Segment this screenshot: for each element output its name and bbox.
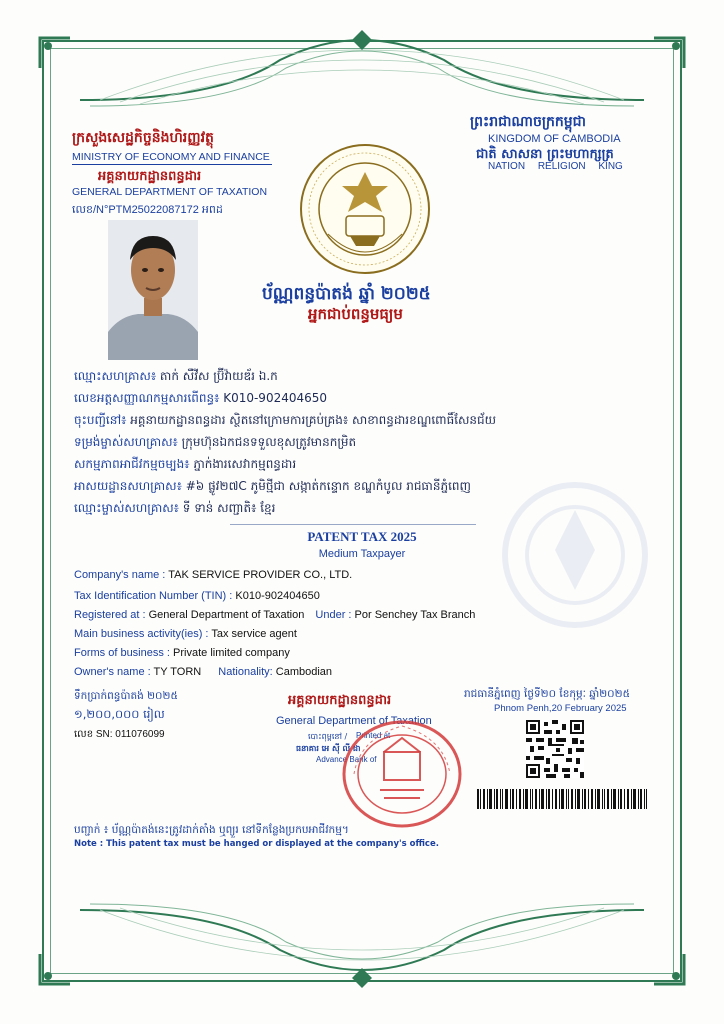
- reference-number: លេខ/N°PTM25022087172 អពដ: [72, 204, 223, 216]
- ministry-name-english: MINISTRY OF ECONOMY AND FINANCE: [72, 151, 270, 163]
- nationality-label: Nationality:: [218, 666, 273, 678]
- issuer-department-khmer: អគ្គនាយកដ្ឋានពន្ធដារ: [288, 693, 392, 708]
- taxpayer-category-khmer: អ្នកជាប់ពន្ធមធ្យម: [308, 305, 403, 323]
- detail-row-owner-kh: [74, 500, 275, 518]
- tin-label: Tax Identification Number (TIN) :: [74, 590, 233, 602]
- official-stamp-icon: [340, 718, 464, 830]
- company-value: TAK SERVICE PROVIDER CO., LTD.: [168, 569, 353, 581]
- detail-row-registered-kh: [74, 412, 496, 430]
- detail-row-address-kh: [74, 478, 471, 496]
- detail-row-registered-en: [74, 609, 475, 621]
- printed-at-khmer: បោះពុម្ពនៅ /: [308, 732, 348, 741]
- detail-label: សកម្មភាពអាជីវកម្មចម្បង៖: [74, 457, 190, 471]
- detail-row-tin-kh: [74, 390, 327, 408]
- detail-label: ឈ្មោះម្ចាស់សហគ្រាស៖: [74, 501, 179, 515]
- note-english: Note : This patent tax must be hanged or displayed at the company's office.: [74, 839, 439, 849]
- bank-name-khmer: ធនាគារ អេ ស៊ី លី ដា: [296, 744, 361, 753]
- detail-value: ក្រុមហ៊ុនឯកជនទទួលខុសត្រូវមានកម្រិត: [181, 435, 357, 449]
- owner-label: Owner's name :: [74, 666, 151, 678]
- activity-value: Tax service agent: [211, 628, 297, 640]
- detail-value: ទី ទាន់ សញ្ជាតិ៖ ខ្មែរ: [182, 501, 276, 515]
- certificate-title-khmer: ប័ណ្ណពន្ធប៉ាតង់ ឆ្នាំ ២០២៥: [262, 284, 431, 304]
- issue-date-english: Phnom Penh,20 February 2025: [494, 703, 627, 714]
- detail-label: លេខអត្តសញ្ញាណកម្មសារពើពន្ធ៖: [74, 391, 220, 405]
- detail-row-company-en: [74, 569, 352, 581]
- detail-value: K010-902404650: [223, 391, 328, 405]
- forms-label: Forms of business :: [74, 647, 170, 659]
- corner-ornament-top-right: [652, 36, 686, 70]
- corner-ornament-bottom-left: [38, 952, 72, 986]
- kingdom-name-khmer: ព្រះរាជាណាចក្រកម្ពុជា: [470, 114, 587, 130]
- detail-row-activity-kh: [74, 456, 296, 474]
- ministry-divider: [72, 164, 272, 165]
- company-label: Company's name :: [74, 569, 166, 581]
- under-value: Por Senchey Tax Branch: [354, 609, 476, 621]
- detail-row-form-kh: [74, 434, 356, 452]
- owner-photo: [108, 220, 198, 360]
- top-ornament: [80, 30, 644, 110]
- detail-label: ទម្រង់ម្ចាស់សហគ្រាស៖: [74, 435, 178, 449]
- gdt-emblem-seal: [298, 142, 432, 276]
- activity-label: Main business activity(ies) :: [74, 628, 209, 640]
- kingdom-name-english: KINGDOM OF CAMBODIA: [488, 133, 621, 145]
- detail-value: អគ្គនាយកដ្ឋានពន្ធដារ ស្ថិតនៅក្រោមការគ្រប់គ្រង៖ សាខាពន្ធដារខណ្ឌពោធិ៍សែនជ័យ: [130, 413, 497, 427]
- patent-tax-title: PATENT TAX 2025: [307, 529, 417, 544]
- qr-code-icon[interactable]: [526, 720, 584, 778]
- under-label: Under :: [315, 609, 352, 621]
- serial-number: លេខ SN: 011076099: [74, 729, 165, 740]
- detail-value: ភ្នាក់ងារសេវាកម្មពន្ធដារ: [193, 457, 297, 471]
- owner-value: TY TORN: [153, 666, 202, 678]
- detail-label: អាសយដ្ឋានសហគ្រាស៖: [74, 479, 182, 493]
- fee-label-khmer: ទឹកប្រាក់ពន្ធប៉ាតង់ ២០២៥: [74, 690, 178, 702]
- tin-value: K010-902404650: [235, 590, 320, 602]
- registered-label: Registered at :: [74, 609, 146, 621]
- detail-label: ចុះបញ្ជីនៅ៖: [74, 413, 127, 427]
- person-portrait-icon: [108, 220, 198, 360]
- corner-ornament-top-left: [38, 36, 72, 70]
- detail-value: តាក់ សឺវីស ប្រ៊ីវ៉ាយឌ័រ ឯ.ក: [159, 369, 278, 383]
- registered-value: General Department of Taxation: [148, 609, 305, 621]
- national-motto-english: NATION RELIGION KING: [488, 161, 623, 172]
- detail-row-activity-en: [74, 628, 297, 640]
- ministry-name-khmer: ក្រសួងសេដ្ឋកិច្ចនិងហិរញ្ញវត្ថុ: [72, 130, 214, 146]
- detail-row-company-kh: [74, 368, 278, 386]
- detail-row-forms-en: [74, 647, 290, 659]
- detail-row-tin-en: [74, 590, 320, 602]
- issue-date-khmer: រាជធានីភ្នំពេញ ថ្ងៃទី២០ ខែកុម្ភៈ ឆ្នាំ២០២៥: [464, 688, 631, 700]
- detail-row-owner-en: [74, 666, 332, 678]
- patent-tax-category: Medium Taxpayer: [318, 548, 406, 560]
- note-khmer: បញ្ជាក់ ៖ ប័ណ្ណប៉ាតង់នេះត្រូវដាក់តាំង ឬព្យួរ នៅទីកន្លែងប្រកបអាជីវកម្ម។: [74, 824, 349, 836]
- issuer-department-english: General Department of Taxation: [276, 715, 432, 727]
- bank-name-english: Advance Bank of: [316, 755, 377, 764]
- printed-at-english: Printed at: [356, 731, 391, 740]
- department-name-english: GENERAL DEPARTMENT OF TAXATION: [72, 186, 268, 198]
- detail-value: #៦ ផ្លូវ២៧C ភូមិថ្មីជា សង្កាត់កន្ទោក ខណ្ឌកំបូល រាជធានីភ្នំពេញ: [185, 479, 471, 493]
- barcode-icon[interactable]: [477, 789, 647, 809]
- national-motto-khmer: ជាតិ សាសនា ព្រះមហាក្សត្រ: [476, 147, 614, 162]
- fee-amount: ១,២០០,០០០ រៀល: [74, 707, 165, 721]
- nationality-value: Cambodian: [275, 666, 333, 678]
- forms-value: Private limited company: [173, 647, 290, 659]
- department-name-khmer: អគ្គនាយកដ្ឋានពន្ធដារ: [98, 169, 202, 184]
- detail-label: ឈ្មោះសហគ្រាស៖: [74, 369, 157, 383]
- bottom-ornament: [80, 900, 644, 990]
- corner-ornament-bottom-right: [652, 952, 686, 986]
- section-divider: [230, 524, 476, 525]
